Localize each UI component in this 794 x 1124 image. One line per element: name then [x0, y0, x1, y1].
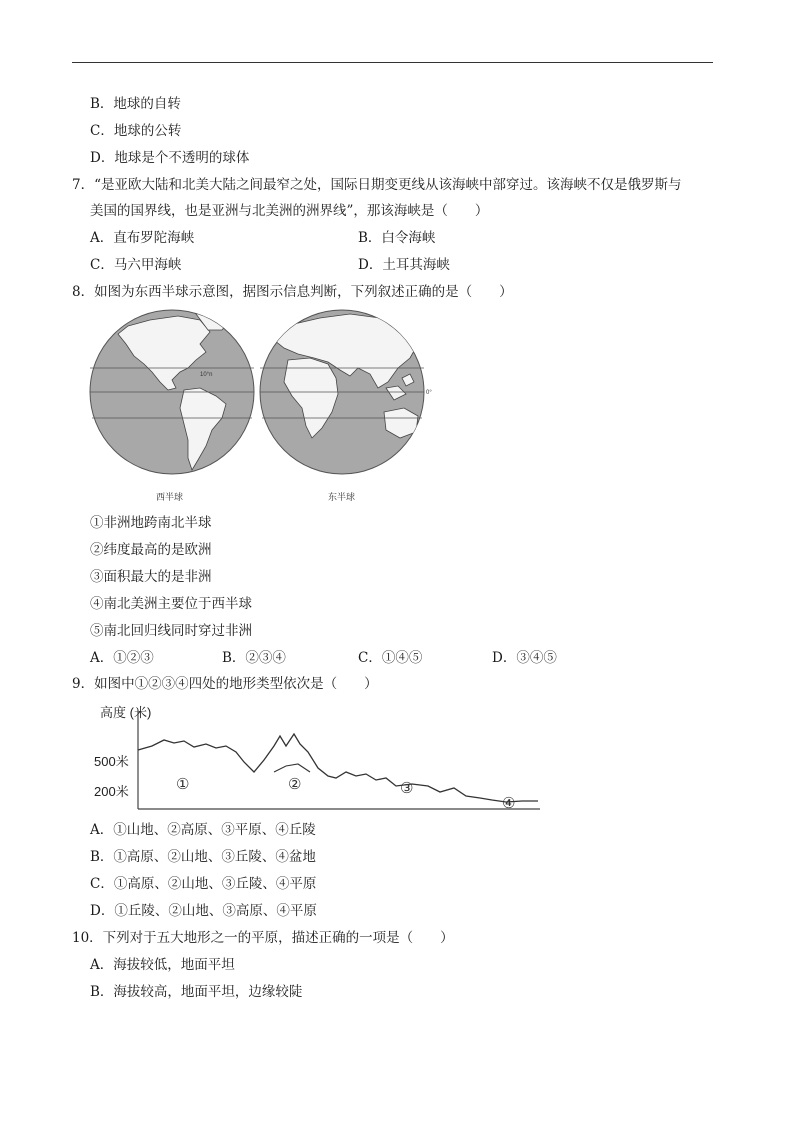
q7-stem-line1: 7．“是亚欧大陆和北美大陆之间最窄之处，国际日期变更线从该海峡中部穿过。该海峡不仅是俄罗斯与 — [72, 177, 682, 193]
q6-option-b: B．地球的自转 — [90, 96, 181, 112]
q10-option-a: A．海拔较低，地面平坦 — [90, 957, 235, 973]
marker-4: ④ — [502, 794, 516, 812]
east-hemisphere-label: 东半球 — [328, 492, 356, 502]
chart-ylabel: 高度 (米) — [100, 705, 152, 720]
q8-statement-5: ⑤南北回归线同时穿过非洲 — [90, 623, 252, 639]
q7-stem-line2: 美国的国界线，也是亚洲与北美洲的洲界线”，那该海峡是（ ） — [90, 203, 489, 219]
q9-option-d: D．①丘陵、②山地、③高原、④平原 — [90, 903, 317, 919]
q6-option-c: C．地球的公转 — [90, 123, 182, 139]
q9-option-a: A．①山地、②高原、③平原、④丘陵 — [90, 822, 316, 838]
q6-option-d: D．地球是个不透明的球体 — [90, 150, 250, 166]
tick-200: 200米 — [94, 784, 129, 799]
terrain-profile-chart — [94, 700, 544, 815]
q7-option-d: D．土耳其海峡 — [358, 257, 450, 273]
q7-option-b: B．白令海峡 — [358, 230, 436, 246]
tick-500: 500米 — [94, 754, 129, 769]
west-hemisphere-label: 西半球 — [156, 492, 184, 502]
latitude-label: 10°n — [200, 372, 213, 378]
terrain-profile-line — [138, 734, 538, 802]
q8-stem: 8．如图为东西半球示意图，据图示信息判断，下列叙述正确的是（ ） — [72, 284, 513, 300]
q8-statement-3: ③面积最大的是非洲 — [90, 569, 212, 585]
q8-statement-1: ①非洲地跨南北半球 — [90, 515, 212, 531]
q7-option-c: C．马六甲海峡 — [90, 257, 182, 273]
header-rule — [72, 62, 713, 63]
q8-statement-2: ②纬度最高的是欧洲 — [90, 542, 212, 558]
q7-option-a: A．直布罗陀海峡 — [90, 230, 195, 246]
western-hemisphere — [90, 310, 254, 474]
terrain-ridge-line — [274, 764, 310, 772]
q8-option-a: A．①②③ — [90, 650, 154, 666]
q9-stem: 9．如图中①②③④四处的地形类型依次是（ ） — [72, 676, 378, 692]
equator-label: 0° — [426, 390, 432, 396]
q10-stem: 10．下列对于五大地形之一的平原，描述正确的一项是（ ） — [72, 930, 454, 946]
q9-option-c: C．①高原、②山地、③丘陵、④平原 — [90, 876, 317, 892]
marker-2: ② — [288, 775, 302, 793]
q10-option-b: B．海拔较高，地面平坦，边缘较陡 — [90, 984, 303, 1000]
q8-statement-4: ④南北美洲主要位于西半球 — [90, 596, 252, 612]
hemispheres-map — [88, 308, 438, 508]
marker-3: ③ — [400, 779, 414, 797]
q9-option-b: B．①高原、②山地、③丘陵、④盆地 — [90, 849, 316, 865]
q8-option-c: C．①④⑤ — [358, 650, 423, 666]
q8-option-d: D．③④⑤ — [492, 650, 557, 666]
marker-1: ① — [176, 775, 190, 793]
q8-option-b: B．②③④ — [222, 650, 286, 666]
eastern-hemisphere — [260, 310, 432, 474]
